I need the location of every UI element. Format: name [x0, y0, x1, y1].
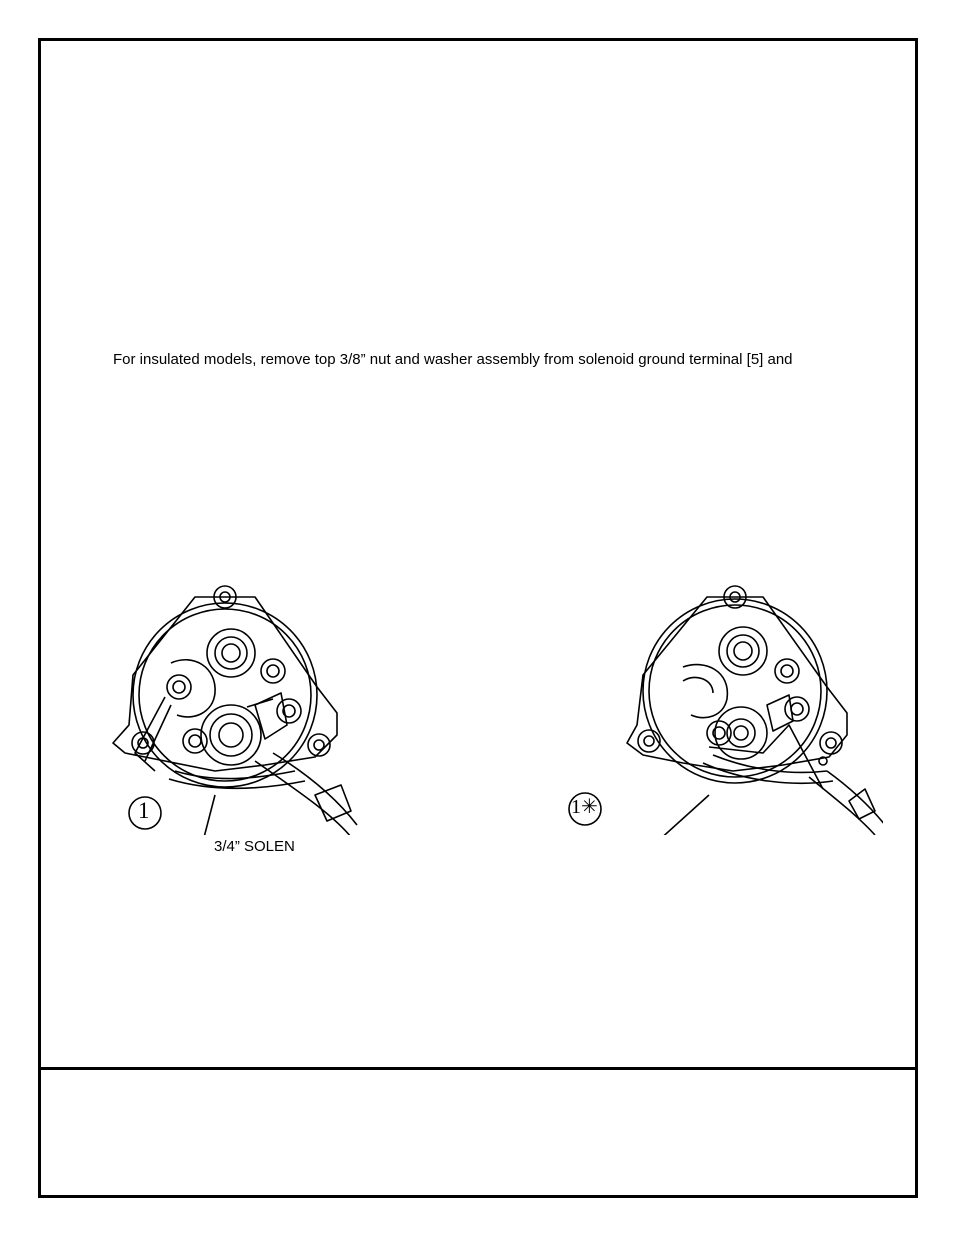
- solenoid-drawing-right: [613, 575, 883, 835]
- solenoid-figure-right: [613, 575, 883, 835]
- page-frame: [38, 38, 918, 1198]
- callout-label-right: 1✳: [571, 796, 598, 818]
- callout-label-left: 1: [138, 798, 150, 823]
- instruction-text: For insulated models, remove top 3/8” nut and washer assembly from solenoid ground terminal [5] and: [113, 351, 793, 368]
- footer-divider: [41, 1067, 915, 1070]
- figure-caption: 3/4” SOLEN: [214, 838, 295, 855]
